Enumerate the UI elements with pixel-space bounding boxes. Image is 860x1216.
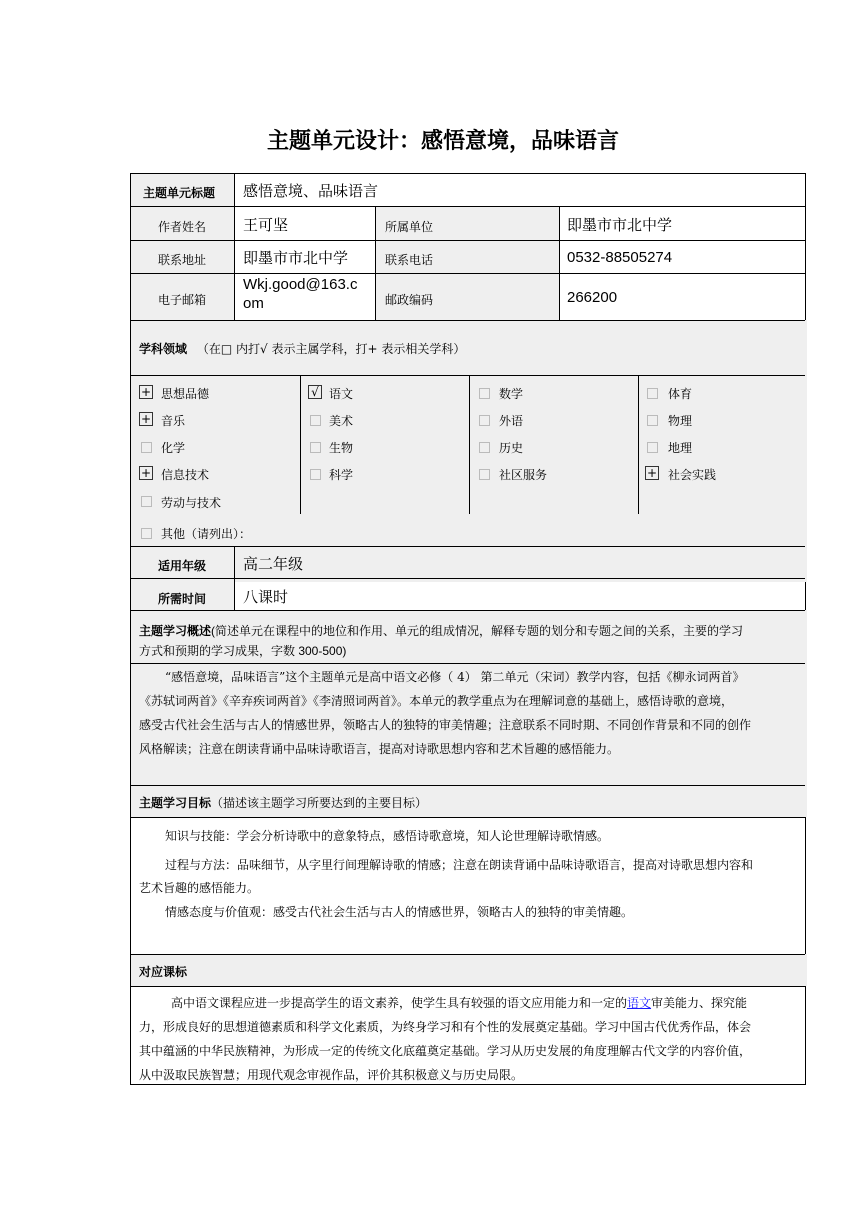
overview-heading-line1 (139, 622, 743, 639)
postcode-label: 邮政编码 (385, 293, 434, 307)
row-divider (131, 986, 805, 987)
subjects-heading-row (139, 340, 465, 357)
checkbox-empty[interactable] (310, 442, 321, 453)
overview-text: 风格解读；注意在朗读背诵中品味诗歌语言，提高对诗歌思想内容和艺术旨趣的感悟能力。 (139, 742, 620, 756)
org-value: 即墨市市北中学 (567, 216, 673, 234)
goals-note: （描述该主题学习所要达到的主要目标） (211, 796, 428, 810)
unit-title-label: 主题单元标题 (143, 186, 216, 200)
grade-label: 适用年级 (158, 559, 207, 573)
checkbox-empty[interactable] (479, 388, 490, 399)
row-divider (131, 206, 805, 207)
checkbox-empty[interactable] (310, 415, 321, 426)
other-subjects-label: 其他（请列出）： (161, 527, 252, 541)
checkbox-plus[interactable]: + (140, 385, 152, 399)
subjects-note: （在□ 内打√ 表示主属学科，打+ 表示相关学科） (196, 342, 466, 356)
goal-knowledge: 知识与技能：学会分析诗歌中的意象特点，感悟诗歌意境，知人论世理解诗歌情感。 (165, 829, 610, 843)
checkbox-empty[interactable] (479, 415, 490, 426)
column-divider (559, 206, 560, 320)
unit-title-value: 感悟意境、品味语言 (243, 182, 379, 200)
subject-label: 语文 (329, 387, 354, 401)
row-divider (131, 320, 805, 321)
email-value-line1: Wkj.good@163.c (243, 276, 358, 293)
checkbox-empty[interactable] (141, 528, 152, 539)
postcode-value: 266200 (567, 289, 618, 306)
subject-label: 社区服务 (499, 468, 548, 482)
overview-text: 《苏轼词两首》《辛弃疾词两首》《李清照词两首》。本单元的教学重点为在理解词意的基础上，感悟诗歌的意境， (139, 694, 734, 708)
subjects-heading: 学科领域 (139, 342, 188, 356)
email-value-line2: om (243, 295, 264, 312)
standards-heading: 对应课标 (139, 965, 188, 979)
subject-label: 劳动与技术 (161, 496, 222, 510)
subject-label: 生物 (329, 441, 354, 455)
subject-label: 外语 (499, 414, 524, 428)
standards-text: 审美能力、探究能 (651, 996, 748, 1010)
subject-label: 历史 (499, 441, 524, 455)
subject-label: 音乐 (161, 414, 186, 428)
checkbox-empty[interactable] (647, 415, 658, 426)
checkbox-empty[interactable] (141, 496, 152, 507)
org-label: 所属单位 (385, 220, 434, 234)
subject-column-divider (300, 375, 301, 514)
checkbox-empty[interactable] (647, 388, 658, 399)
overview-note-line2: 方式和预期的学习成果，字数 300-500) (139, 644, 347, 658)
email-label: 电子邮箱 (158, 293, 207, 307)
phone-value: 0532-88505274 (567, 249, 673, 266)
row-divider (131, 375, 805, 376)
subject-label: 社会实践 (668, 468, 717, 482)
grade-value: 高二年级 (243, 555, 304, 573)
overview-heading: 主题学习概述 (139, 624, 212, 638)
checkbox-empty[interactable] (310, 469, 321, 480)
standards-text: 从中汲取民族智慧；用现代观念审视作品，评价其积极意义与历史局限。 (139, 1068, 524, 1082)
row-divider (131, 578, 805, 579)
time-label: 所需时间 (158, 592, 207, 606)
standards-text: 高中语文课程应进一步提高学生的语文素养，使学生具有较强的语文应用能力和一定的 (171, 996, 628, 1010)
checkbox-empty[interactable] (647, 442, 658, 453)
goal-process-line2: 艺术旨趣的感悟能力。 (139, 881, 260, 895)
author-label: 作者姓名 (158, 220, 207, 234)
goals-heading-row (139, 794, 427, 811)
standards-text: 力，形成良好的思想道德素质和科学文化素质，为终身学习和有个性的发展奠定基础。学习中国古代优秀作品，体会 (139, 1020, 752, 1034)
author-value: 王可坚 (243, 216, 289, 234)
subject-label: 信息技术 (161, 468, 210, 482)
checkbox-empty[interactable] (479, 469, 490, 480)
time-value: 八课时 (243, 588, 289, 606)
row-divider (131, 817, 805, 818)
page-title: 主题单元设计：感悟意境，品味语言 (266, 129, 619, 154)
standards-text-line1 (171, 994, 747, 1011)
row-divider (131, 610, 805, 611)
address-value: 即墨市市北中学 (243, 249, 349, 267)
checkbox-empty[interactable] (479, 442, 490, 453)
goal-process-line1: 过程与方法：品味细节，从字里行间理解诗歌的情感；注意在朗读背诵中品味诗歌语言，提高对诗歌思想内容和 (165, 858, 754, 872)
checkbox-empty[interactable] (141, 442, 152, 453)
standards-heading-shade (131, 954, 807, 986)
checkbox-plus[interactable]: + (140, 466, 152, 480)
column-divider (234, 174, 235, 320)
row-divider (131, 785, 805, 786)
subject-column-divider (469, 375, 470, 514)
column-divider (234, 546, 235, 610)
yuwen-link[interactable]: 语文 (627, 996, 652, 1010)
phone-label: 联系电话 (385, 253, 434, 267)
subject-column-divider (638, 375, 639, 514)
checkbox-plus[interactable]: + (140, 412, 152, 426)
row-divider (131, 273, 805, 274)
overview-text: “感悟意境，品味语言”这个主题单元是高中语文必修（ 4） 第二单元（宋词）教学内容，包括《柳永词两首》 (165, 670, 745, 684)
overview-text: 感受古代社会生活与古人的情感世界，领略古人的独特的审美情趣；注意联系不同时期、不同创作背景和不同的创作 (139, 718, 752, 732)
row-divider (131, 240, 805, 241)
subject-label: 数学 (499, 387, 524, 401)
unit-design-form (130, 173, 806, 1085)
subject-label: 化学 (161, 441, 186, 455)
overview-note-line1: (简述单元在课程中的地位和作用、单元的组成情况，解释专题的划分和专题之间的关系，主要的学习 (211, 624, 744, 638)
subject-label: 科学 (329, 468, 354, 482)
checkbox-check[interactable]: √ (308, 385, 322, 399)
subject-label: 物理 (668, 414, 693, 428)
checkbox-plus[interactable]: + (646, 466, 658, 480)
row-divider (131, 546, 805, 547)
goal-attitude: 情感态度与价值观：感受古代社会生活与古人的情感世界，领略古人的独特的审美情趣。 (165, 905, 634, 919)
subject-label: 体育 (668, 387, 693, 401)
address-label: 联系地址 (158, 253, 207, 267)
row-divider (131, 954, 805, 955)
column-divider (375, 206, 376, 320)
goals-heading: 主题学习目标 (139, 796, 212, 810)
subject-label: 思想品德 (161, 387, 210, 401)
row-divider (131, 663, 805, 664)
standards-text: 其中蕴涵的中华民族精神，为形成一定的传统文化底蕴奠定基础。学习从历史发展的角度理解古代文学的内容价值， (139, 1044, 752, 1058)
subject-label: 地理 (668, 441, 693, 455)
subject-label: 美术 (329, 414, 354, 428)
